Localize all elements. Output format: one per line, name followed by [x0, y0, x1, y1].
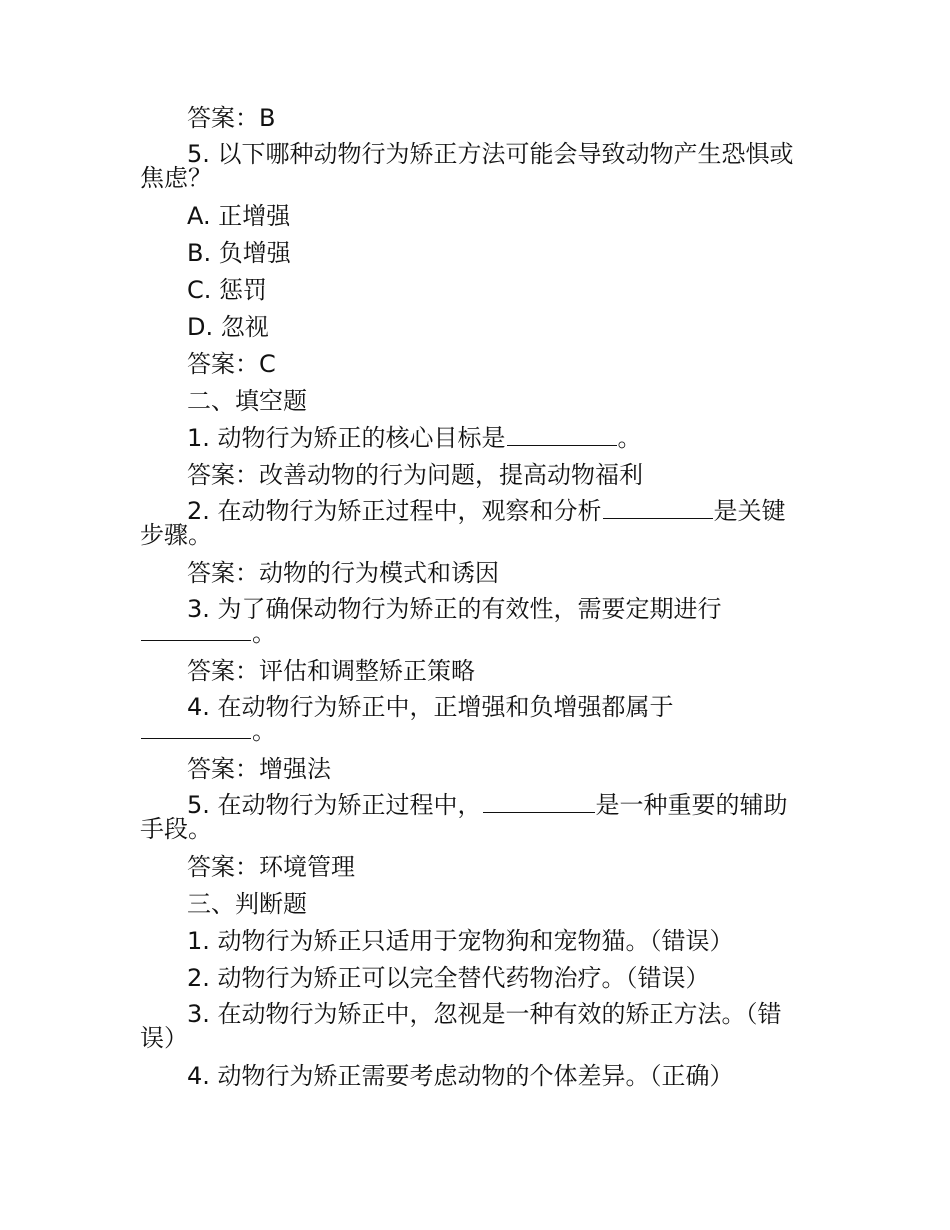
question-text-continued: 误）	[140, 1024, 188, 1052]
answer-blank	[507, 444, 617, 446]
fill-question-4	[140, 690, 810, 751]
question-text: 5. 以下哪种动物行为矫正方法可能会导致动物产生恐惧或	[187, 140, 794, 168]
question-text-continued: 。	[140, 719, 810, 743]
question-text: 4. 在动物行为矫正中，正增强和负增强都属于	[187, 693, 674, 721]
answer-line: 答案：B	[187, 104, 276, 132]
question-text: 5. 在动物行为矫正过程中， 是一种重要的辅助	[187, 791, 788, 819]
answer-line: 答案：增强法	[187, 755, 331, 783]
fill-question-1	[140, 420, 810, 457]
option-d: D. 忽视	[187, 313, 269, 341]
answer-line: 答案：改善动物的行为问题，提高动物福利	[187, 461, 643, 489]
question-text: 3. 为了确保动物行为矫正的有效性，需要定期进行	[187, 595, 722, 623]
judgment-item-1: 1. 动物行为矫正只适用于宠物狗和宠物猫。（错误）	[187, 927, 734, 955]
question-text: 3. 在动物行为矫正中，忽视是一种有效的矫正方法。（错	[187, 1000, 782, 1028]
question-text-continued: 手段。	[140, 815, 212, 843]
judgment-item-3	[140, 997, 810, 1058]
judgment-item-4: 4. 动物行为矫正需要考虑动物的个体差异。（正确）	[187, 1062, 734, 1090]
fill-question-3	[140, 592, 810, 653]
answer-blank	[141, 639, 251, 641]
section-heading-true-false: 三、判断题	[187, 890, 307, 918]
answer-line: 答案：环境管理	[187, 853, 355, 881]
answer-line: 答案：C	[187, 350, 276, 378]
answer-line: 答案：动物的行为模式和诱因	[187, 559, 499, 587]
answer-line: 答案：评估和调整矫正策略	[187, 657, 475, 685]
answer-blank	[483, 811, 595, 813]
fill-question-5	[140, 788, 810, 849]
option-c: C. 惩罚	[187, 276, 268, 304]
question-text: 2. 在动物行为矫正过程中，观察和分析 是关键	[187, 497, 786, 525]
question-text-continued: 步骤。	[140, 521, 212, 549]
question-text-continued: 焦虑？	[140, 164, 212, 192]
question-text-continued: 。	[140, 621, 810, 645]
option-a: A. 正增强	[187, 202, 291, 230]
question-text: 1. 动物行为矫正的核心目标是	[187, 424, 506, 452]
section-heading-fill-in: 二、填空题	[187, 387, 307, 415]
answer-blank	[603, 517, 713, 519]
option-b: B. 负增强	[187, 239, 291, 267]
answer-blank	[141, 737, 251, 739]
question-choice-5	[140, 137, 810, 198]
judgment-item-2: 2. 动物行为矫正可以完全替代药物治疗。（错误）	[187, 964, 710, 992]
document-body	[140, 100, 810, 1095]
question-text-end: 。	[617, 424, 642, 452]
fill-question-2	[140, 494, 810, 555]
